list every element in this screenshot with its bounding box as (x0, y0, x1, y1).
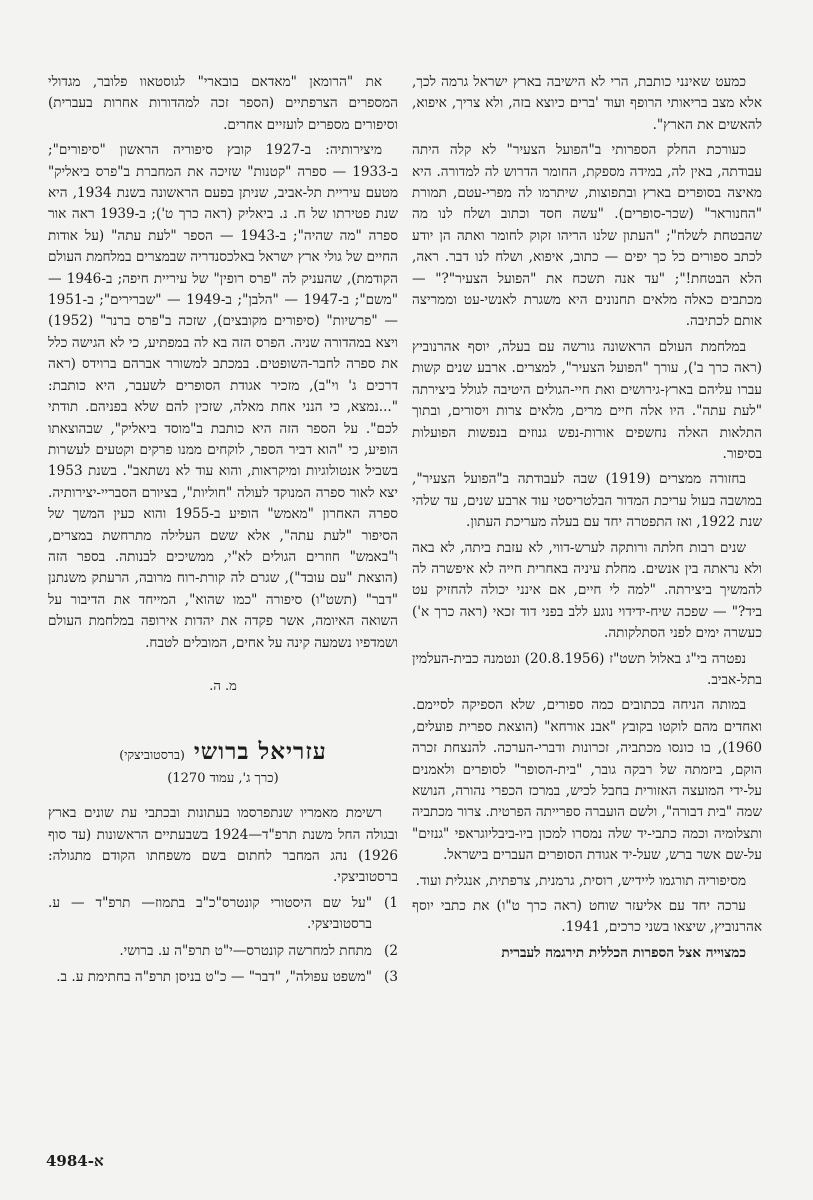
left-column (48, 72, 398, 993)
item-text: "על שם היסטורי קונטרס"כ"ב בתמוז— תרפ"ד — ע. ברסטוביצקי. (48, 894, 372, 933)
list-item (48, 967, 398, 988)
item-number: 3) (384, 969, 398, 986)
paragraph: ערכה יחד עם אליעזר שוחט (ראה כרך ט"ו) את כתבי יוסף אהרנוביץ, שיצאו בשני כרכים, 1941. (412, 898, 762, 936)
paragraph: נפטרה בי"ג באלול תשט"ז (20.8.1956) ונטמנה כבית-העלמין בתל-אביב. (412, 650, 762, 688)
entry-body (48, 803, 398, 988)
list-item (48, 893, 398, 936)
paragraph: שנים רבות חלתה ורותקה לערש-דווי, לא עזבת ביתה, לא באה ולא נראתה בין אנשים. מחלת עיניה באחרית חייה לא איפשרה לה להמשיך ביצירתה. "למה לי חיים, אם אינני יכולה להחזיק עט ביד?" — שפכה שיח-ידידוי נוגע ללב בפני דוד זכאי (ראה כרך א') כעשרה ימים לפני הסתלקותה. (412, 539, 762, 642)
paragraph: כעורכת החלק הספרותי ב"הפועל הצעיר" לא קלה היתה עבודתה, באין לה, במידה מספקת, החומר הדרוש לה למדורה. היא מאיצה בסופרים בארץ ובתפוצות, שיתרמו לה מפרי-עטם, תמורת "החנוראר" (שכר-סופרים). "עשה חסד וכתוב ושלח לנו מה שהבטחת לשלח"; "העתון שלנו הריהו זקוק לחומר ואתה הן יודע לכתב ספורים כל כך יפים — כתוב, איפוא, ושלח לנו דבר. ראה, הלא הבטחת!"; "עד אנה תשכח את "הפועל הצעיר"?" — מכתבים כאלה מלאים תחנונים היא משגרת לאנשי-עט וממריצה אותם לכתיבה. (412, 142, 762, 330)
page-number: 4984-א (46, 1152, 104, 1170)
entry-original-name: (ברסטוביצקי) (119, 747, 185, 763)
item-text: "משפט עפולה", "דבר" — כ"ט בניסן תרפ"ה בחתימת ע. ב. (56, 969, 372, 986)
paragraph: בחזורה ממצרים (1919) שבה לעבודתה ב"הפועל הצעיר", במושבה בעול עריכת המדור הבלטריסטי עוד ארבע שנים, עד שלהי שנת 1922, ואז התפטרה יחד עם בעלה מעריכת העתון. (412, 471, 762, 531)
author-signature: מ. ה. (209, 678, 237, 694)
paragraph: את "הרומאן "מאדאם בובארי" לגוסטאוו פלובר, מגדולי המספרים הצרפתיים (הספר זכה למהדורות אחרות בעברית) וסיפורים מספרים לועזיים אחרים. (48, 74, 398, 133)
paragraph: במלחמת העולם הראשונה גורשה עם בעלה, יוסף אהרנוביץ (ראה כרך ב'), עורך "הפועל הצעיר", למצרים. ארבע שנים קשות עברו עליהם בארץ-גירושים ואת חיי-הגולים היטיבה לגולל ביצירתה "לעת עתה". היו אלה חיים מרים, מלאים צרות ויסורים, ובתוך התלאות האלה נחשפים אורות-נפש גנוזים בנפשות הפועלות בסיפור. (412, 338, 762, 462)
entry-intro: רשימת מאמריו שנתפרסמו בעתונות ובכתבי עת שונים בארץ ובגולה החל משנת תרפ"ד—1924 בשבעתיים הראשונות (עד סוף 1926) נהג המחבר לחתום בשם משפחתו הקודם מתגולה: ברסטוביצקי. (48, 805, 398, 886)
item-text: מתחת למחרשה קונטרס—י"ט תרפ"ה ע. ברושי. (119, 942, 372, 959)
works-list (48, 893, 398, 989)
right-column (412, 72, 762, 968)
item-number: 1) (384, 894, 398, 911)
entry-title (48, 738, 398, 766)
entry-reference: (כרך ג', עמוד 1270) (167, 770, 279, 786)
paragraph: כמצוייה אצל הספרות הכללית תירגמה לעברית (501, 944, 746, 961)
paragraph: מיצירותיה: ב-1927 קובץ סיפוריה הראשון "סיפורים"; ב-1933 — ספרה "קטנות" שזיכה את המחברת ב"פרס ביאליק" מטעם עיריית תל-אביב, שניתן בפעם הראשונה בשנת 1934, היא שנת פטירתו של ח. נ. ביאליק (ראה כרך ט'); ב-1939 ראה אור ספרה "מה שהיה"; ב-1943 — הספר "לעת עתה" (על אודות החיים של גולי ארץ ישראל באלכסנדריה שבמצרים במלחמת העולם הקודמת), שהעניק לה "פרס רופין" של עיריית חיפה; ב-1946 — "משם"; ב-1947 — "הלבן"; ב-1949 — "שברירים"; ב-1951 — "פרשיות" (סיפורים מקובצים), שזכה ב"פרס ברנר" (1952) ויצא במהדורה שניה. הפרס הזה בא לה במפתיע, כי לא הגישה כלל את ספרה לחבר-השופטים. במכתב למשורר אברהם ברוידס (ראה דרכים ג' וי"ב), מזכיר אגודת הסופרים לשעבר, היא כותבת: "...נמצא, כי הנני אחת מאלה, שזכין להם שלא בפניהם. תודתי לכם". על הספר הזה היא כותבת ב"מוסד ביאליק", שבהוצאתו הופיע, כי "הוא דביר הספר, לוקחים ממנו פרקים וקטעים לעשרות בשביל אנטולוגיות ומיקראות, והוא עוד לא נשתאב". בשנת 1953 יצא לאור ספרה המנוקד לעולה "חוליות", בציורם הסבריי-יצירותיה. ספרה האחרון "מאמש" הופיע ב-1955 והוא כעין המשך של הסיפור "לעת עתה", אלא ששם העלילה מתרחשת במצרים, ו"באמש" חוזרים הגולים לא"י, ממשיכים לבנותה. בספר הזה (הוצאת "עם עובד"), שגרם לה קורת-רוח מרובה, הרעתק משנתנן "דבר" (תשט"ו) סיפורה "כמו שהוא", המייחד את הדיבור על השואה האיומה, אשר פקדה את יהדות אירופה במלחמת העולם ושמדפיו נשמעה קינה על אחים, המובלים לטבח. (48, 142, 399, 651)
paragraph: כמעט שאינני כותבת, הרי לא הישיבה בארץ ישראל גרמה לכך, אלא מצב בריאותי הרופף ועוד 'ברים כיוצא בזה, ולא צריך, איפוא, להאשים את הארץ". (412, 74, 762, 133)
paragraph: במותה הניחה בכתובים כמה ספורים, שלא הספיקה לסיימם. ואחדים מהם לוקטו בקובץ "אבנ אורחא" (הוצאת ספרית פועלים, 1960), בו כונסו מכתביה, זכרונות ודברי-הערכה. להנצחת זכרה הוקם, ביזמתה של רבקה גובר, "בית-הסופר" לסופרים ולאמנים על-ידי המועצה האזורית בחבל לכיש, במרכז הכפרי נהורה, הנושא שמה "בית דבורה", ולשם הועברה ספרייתה הפרטית. צרור מכתביה ותצלומיה וכמה כתבי-יד שלה נמסרו למכון ביו-ביבליוגראפי "גנזים" על-שם אשר ברש, שעל-יד אגודת הסופרים העברים בישראל. (411, 697, 762, 864)
item-number: 2) (384, 942, 398, 959)
entry-header (48, 738, 398, 789)
paragraph: מסיפוריה תורגמו ליידיש, רוסית, גרמנית, צרפתית, אנגלית ועוד. (415, 872, 746, 889)
list-item (48, 941, 398, 962)
entry-name: עזריאל ברושי (193, 738, 327, 766)
